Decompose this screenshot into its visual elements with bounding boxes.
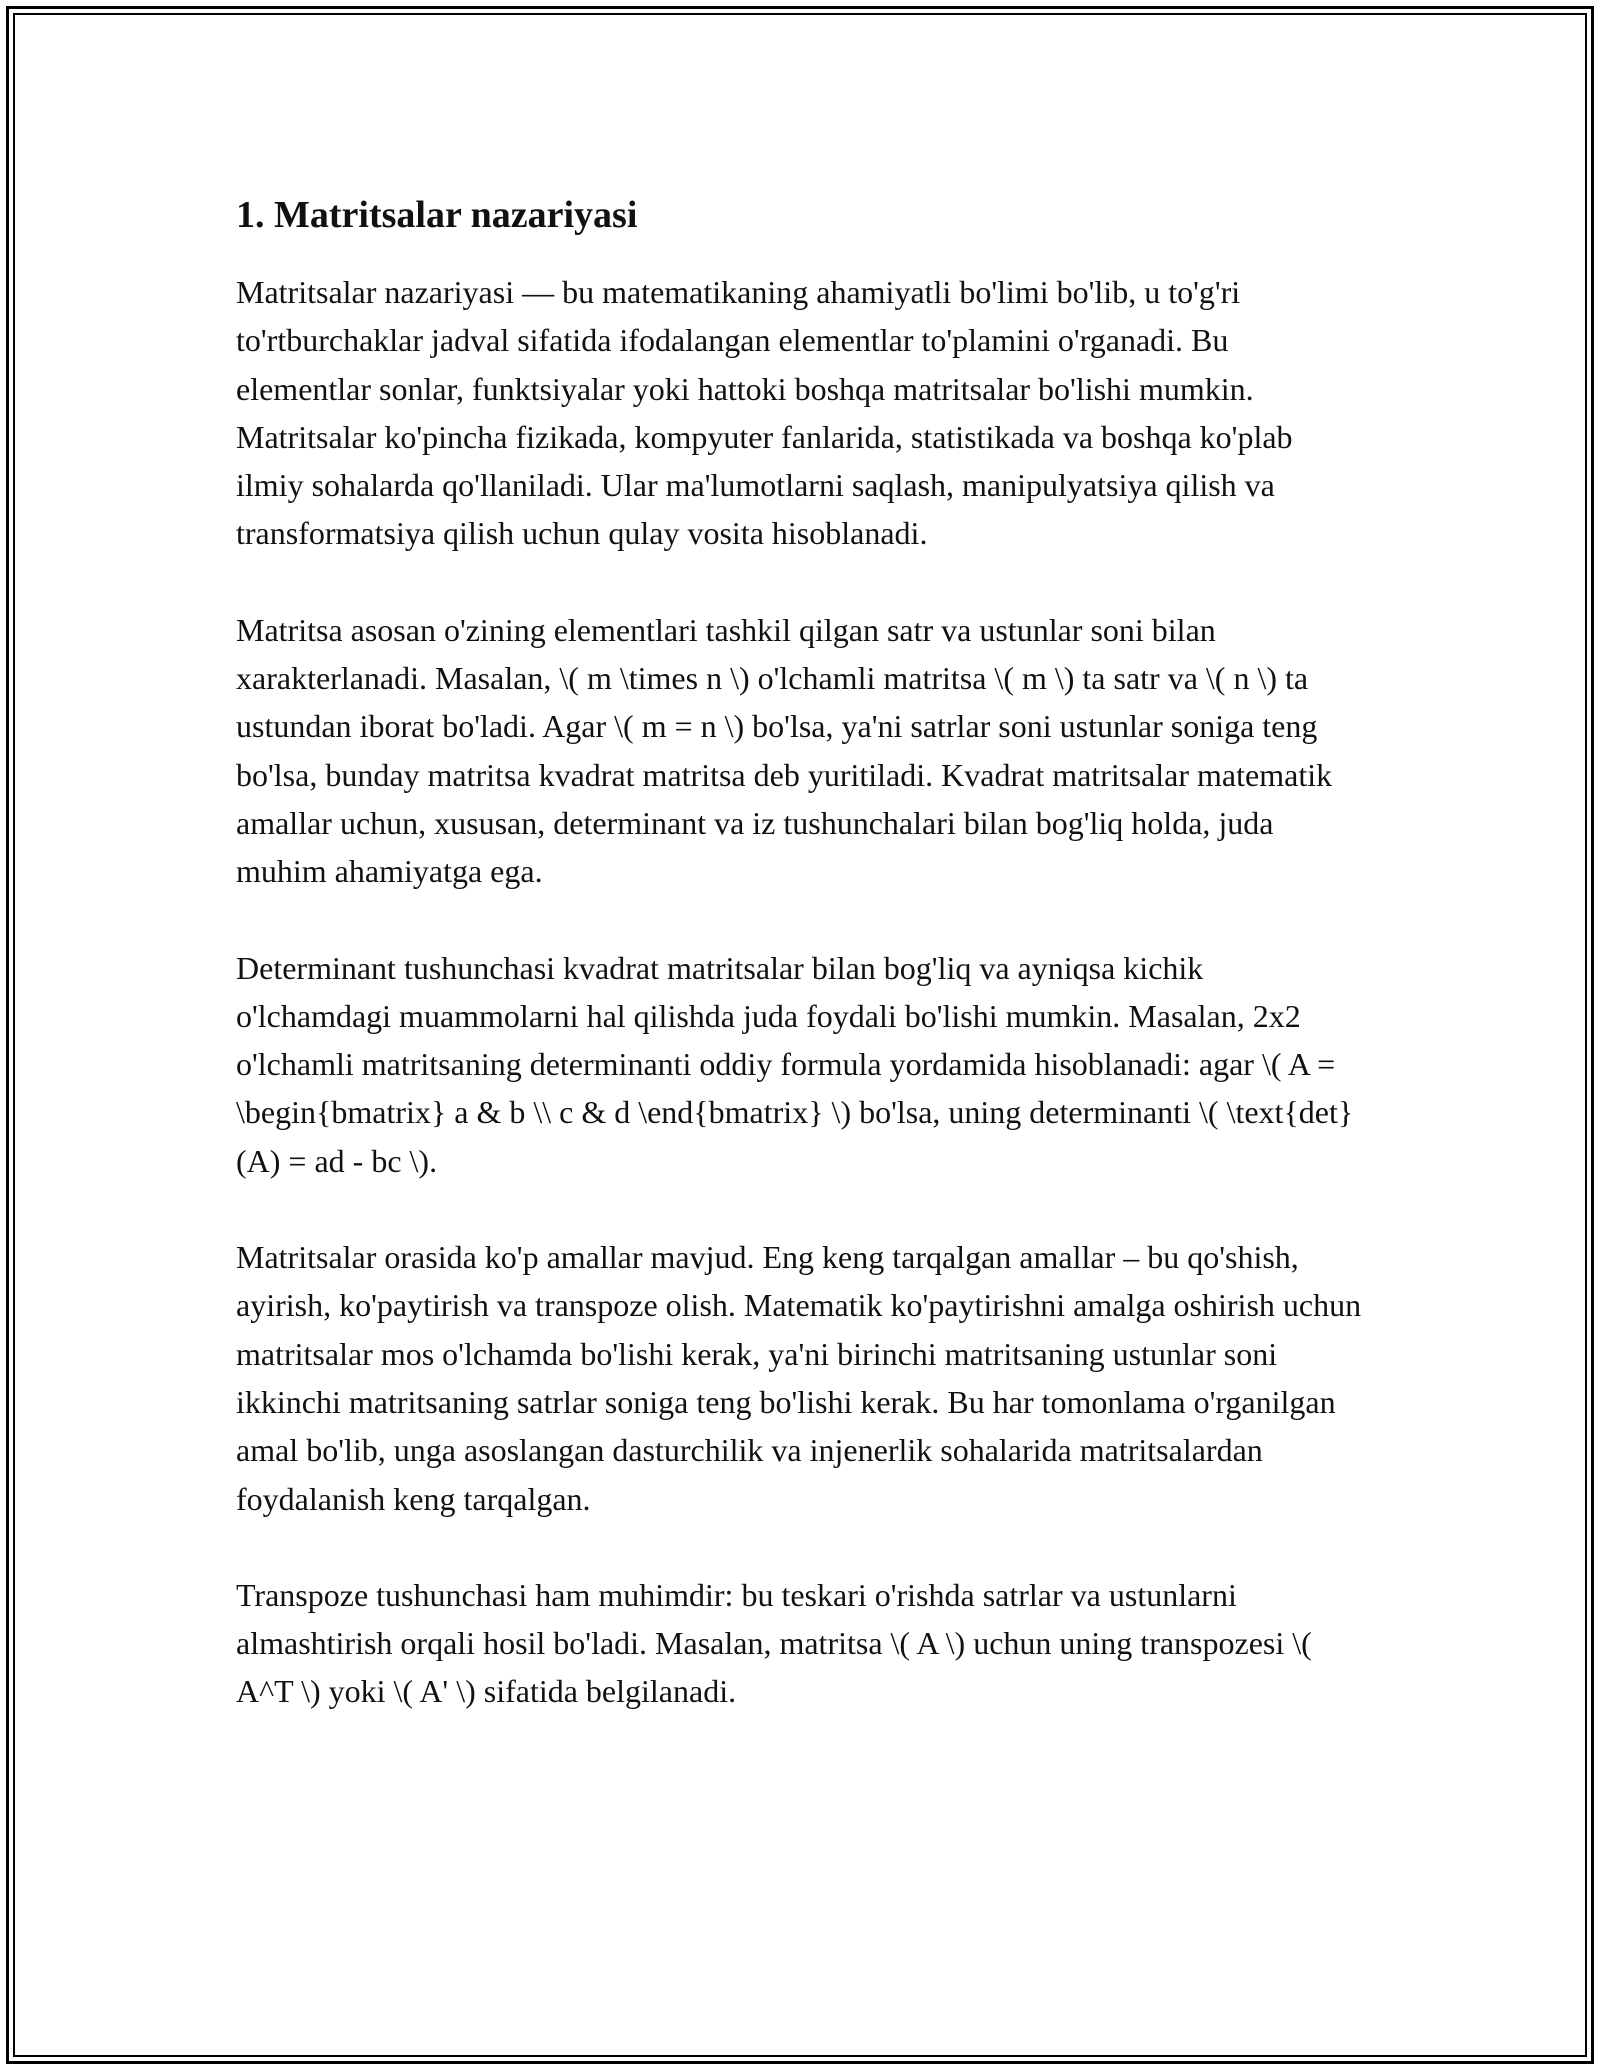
document-body [236,190,1366,1764]
paragraph-intro: Matritsalar nazariyasi — bu matematikaning ahamiyatli bo'limi bo'lib, u to'g'ri to'rtburchaklar jadval sifatida ifodalangan elementlar to'plamini o'rganadi. Bu elementlar sonlar, funktsiyalar yoki hattoki boshqa matritsalar bo'lishi mumkin. Matritsalar ko'pincha fizikada, kompyuter fanlarida, statistikada va boshqa ko'plab ilmiy sohalarda qo'llaniladi. Ular ma'lumotlarni saqlash, manipulyatsiya qilish va transformatsiya qilish uchun qulay vosita hisoblanadi. [236,274,1293,552]
paragraph-determinant: Determinant tushunchasi kvadrat matritsalar bilan bog'liq va ayniqsa kichik o'lchamdagi muammolarni hal qilishda juda foydali bo'lishi mumkin. Masalan, 2x2 o'lchamli matritsaning determinanti oddiy formula yordamida hisoblanadi: agar \( A = \begin{bmatrix} a & b \\ c & d \end{bmatrix} \) bo'lsa, uning determinanti \( \text{det}(A) = ad - bc \). [236,949,1354,1179]
paragraph-operations: Matritsalar orasida ko'p amallar mavjud. Eng keng tarqalgan amallar – bu qo'shish, ayirish, ko'paytirish va transpoze olish. Matematik ko'paytirishni amalga oshirish uchun matritsalar mos o'lchamda bo'lishi kerak, ya'ni birinchi matritsaning ustunlar soni ikkinchi matritsaning satrlar soniga teng bo'lishi kerak. Bu har tomonlama o'rganilgan amal bo'lib, unga asoslangan dasturchilik va injenerlik sohalarida matritsalardan foydalanish keng tarqalgan. [236,1239,1362,1517]
paragraph-dimensions: Matritsa asosan o'zining elementlari tashkil qilgan satr va ustunlar soni bilan xarakterlanadi. Masalan, \( m \times n \) o'lchamli matritsa \( m \) ta satr va \( n \) ta ustundan iborat bo'ladi. Agar \( m = n \) bo'lsa, ya'ni satrlar soni ustunlar soniga teng bo'lsa, bunday matritsa kvadrat matritsa deb yuritiladi. Kvadrat matritsalar matematik amallar uchun, xususan, determinant va iz tushunchalari bilan bog'liq holda, juda muhim ahamiyatga ega. [236,611,1333,890]
paragraph-transpose: Transpoze tushunchasi ham muhimdir: bu teskari o'rishda satrlar va ustunlarni almashtirish orqali hosil bo'ladi. Masalan, matritsa \( A \) uchun uning transpozesi \( A^T \) yoki \( A' \) sifatida belgilanadi. [236,1576,1312,1710]
section-heading: 1. Matritsalar nazariyasi [236,194,638,236]
